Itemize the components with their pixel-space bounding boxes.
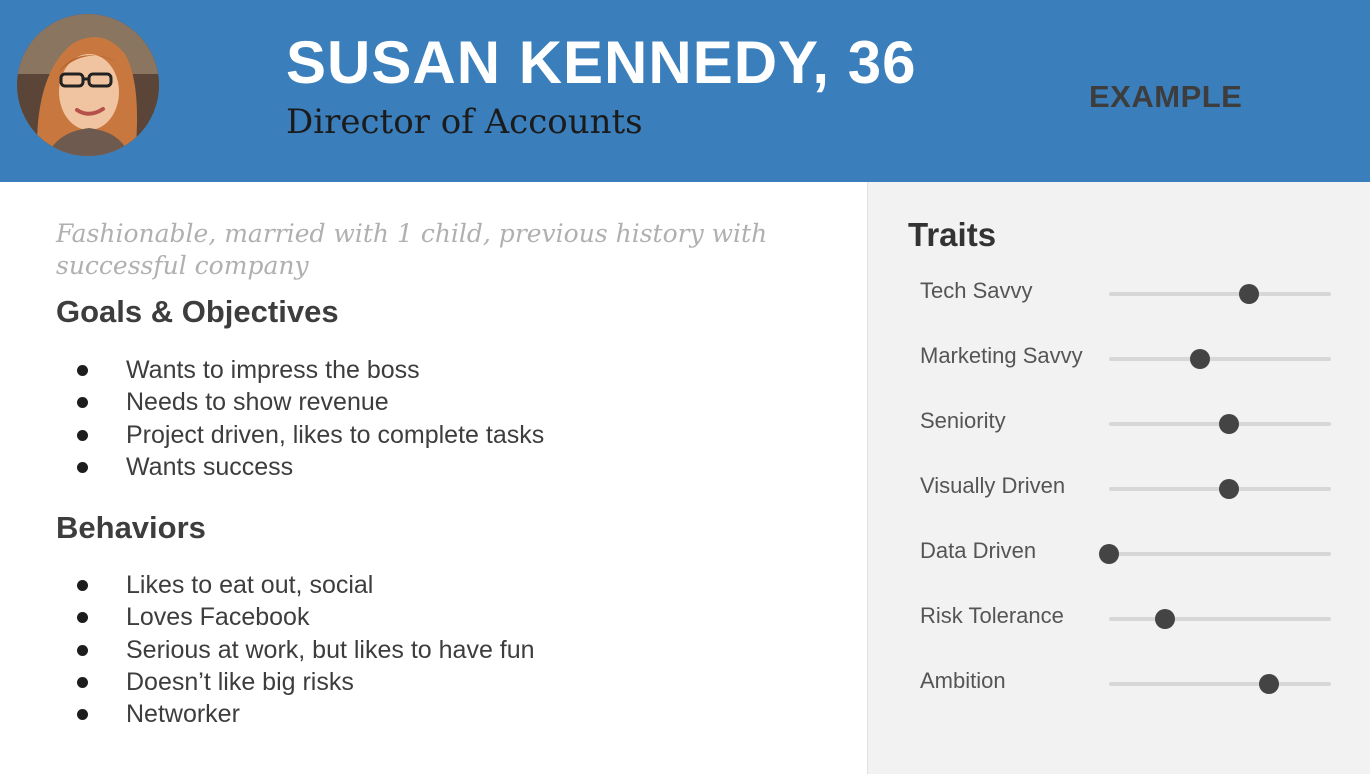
- bullet-icon: [77, 677, 88, 688]
- behavior-text: Serious at work, but likes to have fun: [126, 635, 535, 664]
- trait-slider-knob: [1099, 544, 1119, 564]
- goal-text: Needs to show revenue: [126, 388, 389, 417]
- trait-slider-knob: [1219, 414, 1239, 434]
- behaviors-heading: Behaviors: [56, 510, 206, 545]
- trait-slider-track: [1109, 292, 1331, 296]
- trait-row-data-driven: [868, 533, 1370, 573]
- bullet-icon: [77, 612, 88, 623]
- persona-details: [0, 182, 867, 774]
- goal-item: [70, 354, 544, 386]
- goal-item: [70, 386, 544, 418]
- trait-label: Seniority: [920, 408, 1006, 433]
- goal-text: Wants to impress the boss: [126, 356, 420, 384]
- behavior-text: Likes to eat out, social: [126, 571, 374, 599]
- trait-row-seniority: [868, 403, 1370, 443]
- traits-heading: Traits: [908, 216, 997, 253]
- bullet-icon: [77, 365, 88, 376]
- trait-slider-track: [1109, 682, 1331, 686]
- behavior-item: [70, 666, 535, 698]
- persona-role: Director of Accounts: [286, 102, 643, 142]
- behavior-item: [70, 634, 535, 666]
- behavior-item: [70, 698, 535, 730]
- goal-text: Project driven, likes to complete tasks: [126, 420, 545, 449]
- trait-slider-knob: [1155, 609, 1175, 629]
- behavior-text: Doesn’t like big risks: [126, 667, 354, 696]
- bullet-icon: [77, 462, 88, 473]
- trait-row-marketing-savvy: [868, 338, 1370, 378]
- traits-panel: [867, 182, 1370, 774]
- bullet-icon: [77, 580, 88, 591]
- trait-slider-knob: [1239, 284, 1259, 304]
- trait-slider-track: [1109, 617, 1331, 621]
- avatar-photo: [17, 14, 159, 156]
- trait-label: Tech Savvy: [920, 278, 1033, 303]
- trait-row-ambition: [868, 663, 1370, 703]
- trait-label: Marketing Savvy: [920, 343, 1083, 368]
- trait-slider-track: [1109, 357, 1331, 361]
- behavior-item: [70, 601, 535, 633]
- trait-label: Visually Driven: [920, 473, 1066, 498]
- trait-slider-knob: [1219, 479, 1239, 499]
- behaviors-list: [70, 569, 535, 730]
- trait-label: Data Driven: [920, 538, 1037, 563]
- trait-label: Risk Tolerance: [920, 603, 1064, 628]
- behavior-text: Loves Facebook: [126, 603, 310, 632]
- bullet-icon: [77, 645, 88, 656]
- trait-row-risk-tolerance: [868, 598, 1370, 638]
- goal-text: Wants success: [126, 452, 294, 481]
- example-badge: EXAMPLE: [1089, 79, 1243, 114]
- trait-slider-knob: [1190, 349, 1210, 369]
- trait-slider-track: [1109, 552, 1331, 556]
- trait-row-tech-savvy: [868, 273, 1370, 313]
- persona-name: SUSAN KENNEDY, 36: [286, 29, 917, 96]
- trait-slider-track: [1109, 422, 1331, 426]
- bullet-icon: [77, 397, 88, 408]
- persona-tagline: Fashionable, married with 1 child, previous history with successful company: [56, 219, 768, 280]
- bullet-icon: [77, 430, 88, 441]
- trait-slider-track: [1109, 487, 1331, 491]
- persona-header: [0, 0, 1370, 182]
- trait-slider-knob: [1259, 674, 1279, 694]
- trait-label: Ambition: [920, 668, 1006, 693]
- avatar: [17, 14, 159, 156]
- goal-item: [70, 419, 544, 451]
- goal-item: [70, 451, 544, 483]
- goals-heading: Goals & Objectives: [56, 294, 339, 329]
- behavior-text: Networker: [126, 700, 240, 729]
- bullet-icon: [77, 709, 88, 720]
- goals-list: [70, 354, 544, 483]
- trait-row-visually-driven: [868, 468, 1370, 508]
- behavior-item: [70, 569, 535, 601]
